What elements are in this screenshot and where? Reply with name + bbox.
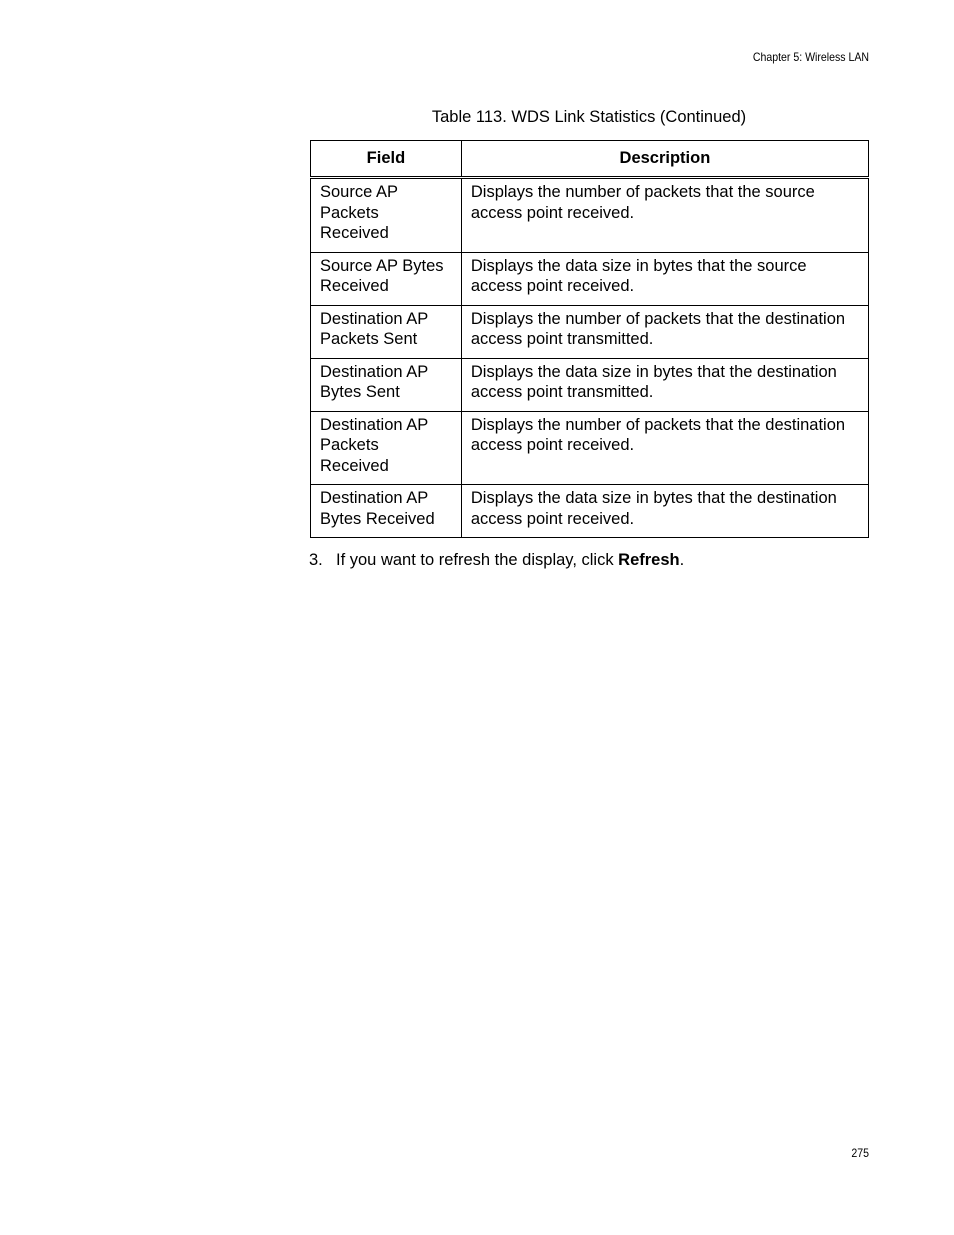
table-row bbox=[311, 485, 869, 538]
table-row bbox=[311, 252, 869, 305]
table-row bbox=[311, 358, 869, 411]
field-cell: Destination AP Packets Received bbox=[311, 411, 462, 485]
refresh-emphasis: Refresh bbox=[618, 551, 680, 569]
description-cell: Displays the number of packets that the destination access point transmitted. bbox=[461, 305, 868, 358]
table-caption: Table 113. WDS Link Statistics (Continued) bbox=[431, 108, 747, 126]
column-header-field: Field bbox=[311, 141, 462, 178]
step-number: 3. bbox=[309, 551, 323, 569]
wds-link-statistics-table bbox=[310, 140, 869, 538]
step-text-end: . bbox=[679, 551, 685, 569]
field-cell: Destination AP Bytes Received bbox=[311, 485, 462, 538]
running-header: Chapter 5: Wireless LAN bbox=[752, 50, 869, 64]
step-text: If you want to refresh the display, click bbox=[336, 551, 619, 569]
field-cell: Source AP Bytes Received bbox=[311, 252, 462, 305]
field-cell: Destination AP Bytes Sent bbox=[311, 358, 462, 411]
field-cell: Destination AP Packets Sent bbox=[311, 305, 462, 358]
column-header-description: Description bbox=[461, 141, 868, 178]
table-row bbox=[311, 411, 869, 485]
description-cell: Displays the number of packets that the source access point received. bbox=[461, 178, 868, 253]
description-cell: Displays the number of packets that the destination access point received. bbox=[461, 411, 868, 485]
page-number: 275 bbox=[851, 1146, 869, 1160]
table-row bbox=[311, 305, 869, 358]
table-row bbox=[311, 178, 869, 253]
description-cell: Displays the data size in bytes that the source access point received. bbox=[461, 252, 868, 305]
step-instruction bbox=[309, 551, 684, 570]
description-cell: Displays the data size in bytes that the destination access point transmitted. bbox=[461, 358, 868, 411]
field-cell: Source AP Packets Received bbox=[311, 178, 462, 253]
description-cell: Displays the data size in bytes that the destination access point received. bbox=[461, 485, 868, 538]
table-header-row bbox=[311, 141, 869, 178]
